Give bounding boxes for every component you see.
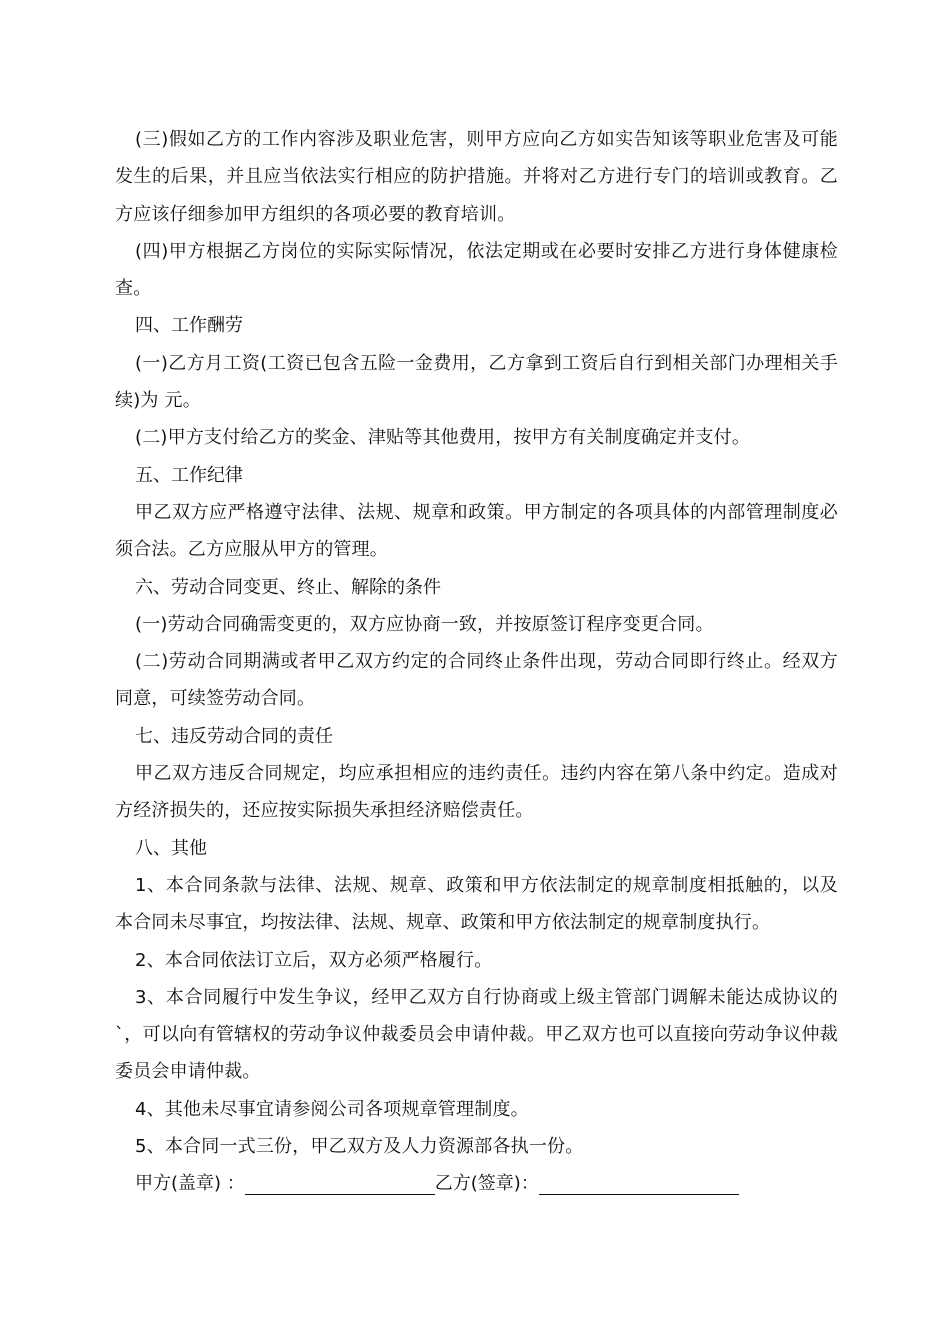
section-heading-discipline: 五、工作纪律: [135, 464, 243, 486]
party-a-signature-line[interactable]: [245, 1170, 435, 1195]
section-heading-liability: 七、违反劳动合同的责任: [135, 725, 333, 747]
clause-other-4: 4、其他未尽事宜请参阅公司各项规章管理制度。: [135, 1098, 529, 1120]
signature-row: [115, 1165, 838, 1202]
clause-contract-change: (一)劳动合同确需变更的，双方应协商一致，并按原签订程序变更合同。: [135, 613, 714, 635]
section-heading-contract-change: 六、劳动合同变更、终止、解除的条件: [135, 576, 441, 598]
clause-other-5: 5、本合同一式三份，甲乙双方及人力资源部各执一份。: [135, 1136, 584, 1158]
party-b-label: 乙方(签章)：: [434, 1173, 539, 1195]
clause-other-2: 2、本合同依法订立后，双方必须严格履行。: [135, 949, 493, 971]
party-a-label: 甲方(盖章) ：: [135, 1173, 245, 1195]
section-heading-remuneration: 四、工作酬劳: [135, 315, 243, 337]
clause-3-occupational-hazard: (三)假如乙方的工作内容涉及职业危害，则甲方应向乙方如实告知该等职业危害及可能发生的后果，并且应当依法实行相应的防护措施。并将对乙方进行专门的培训或教育。乙方应该仔细参加甲方组织的各项必要的教育培训。: [115, 129, 838, 225]
clause-4-health-check: (四)甲方根据乙方岗位的实际实际情况，依法定期或在必要时安排乙方进行身体健康检查。: [115, 240, 838, 300]
clause-other-3: 3、本合同履行中发生争议，经甲乙双方自行协商或上级主管部门调解未能达成协议的`，可以向有管辖权的劳动争议仲裁委员会申请仲裁。甲乙双方也可以直接向劳动争议仲裁委员会申请仲裁。: [115, 986, 838, 1083]
clause-bonus-allowance: (二)甲方支付给乙方的奖金、津贴等其他费用，按甲方有关制度确定并支付。: [135, 427, 751, 449]
section-heading-other: 八、其他: [135, 837, 207, 859]
clause-monthly-salary: (一)乙方月工资(工资已包含五险一金费用，乙方拿到工资后自行到相关部门办理相关手续)为 元。: [115, 352, 838, 412]
party-b-signature-line[interactable]: [539, 1170, 739, 1195]
clause-contract-termination: (二)劳动合同期满或者甲乙双方约定的合同终止条件出现，劳动合同即行终止。经双方同意，可续签劳动合同。: [115, 651, 838, 710]
clause-discipline: 甲乙双方应严格遵守法律、法规、规章和政策。甲方制定的各项具体的内部管理制度必须合法。乙方应服从甲方的管理。: [115, 501, 838, 561]
clause-liability: 甲乙双方违反合同规定，均应承担相应的违约责任。违约内容在第八条中约定。造成对方经济损失的，还应按实际损失承担经济赔偿责任。: [115, 763, 838, 822]
clause-other-1: 1、本合同条款与法律、法规、规章、政策和甲方依法制定的规章制度相抵触的，以及本合同未尽事宜，均按法律、法规、规章、政策和甲方依法制定的规章制度执行。: [115, 874, 838, 934]
